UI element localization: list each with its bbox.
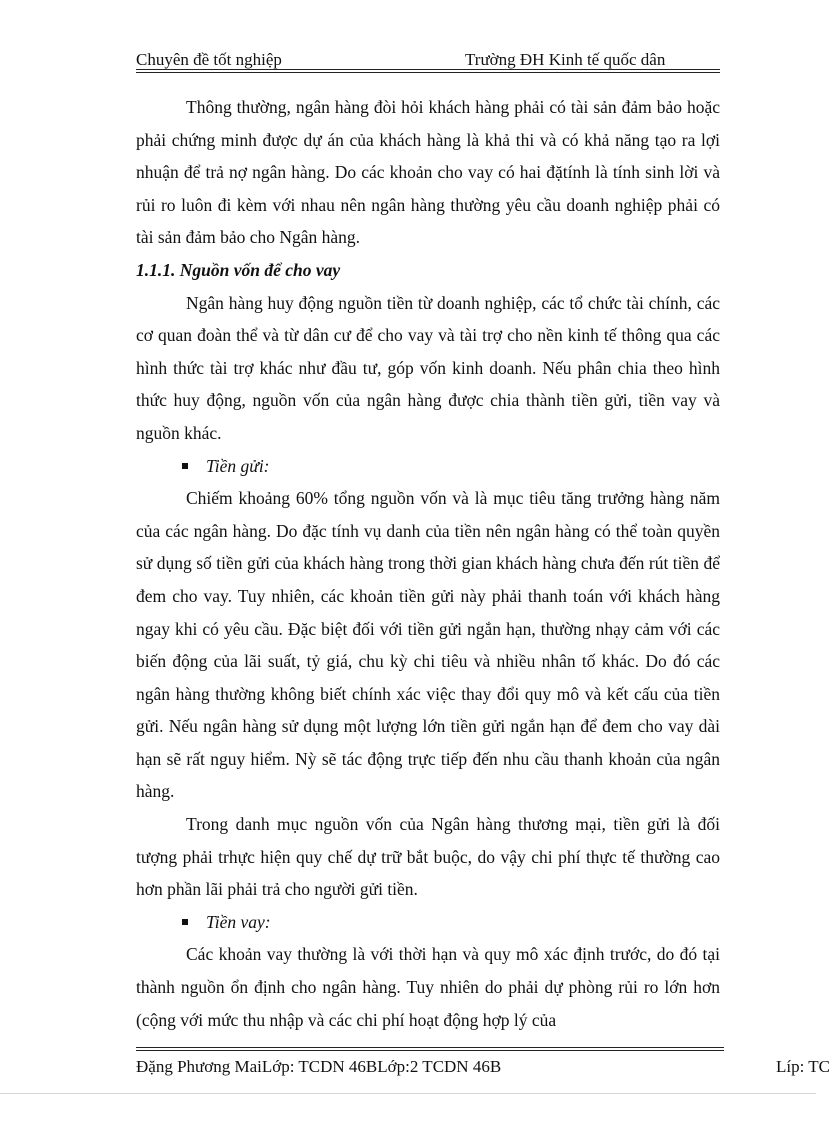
bullet-item-deposits xyxy=(136,450,720,483)
bullet-label: Tiền gửi: xyxy=(206,455,270,476)
paragraph-3: Chiếm khoảng 60% tổng nguồn vốn và là mục tiêu tăng trưởng hàng năm của các ngân hàng. Do đặc tính vụ danh của tiền nên ngân hàng có thể toàn quyền sử dụng số tiền gửi của khách hàng trong thời gian khách hàng chưa đến rút tiền để đem cho vay. Tuy nhiên, các khoản tiền gửi này phải thanh toán với khách hàng ngay khi có yêu cầu. Đặc biệt đối với tiền gửi ngắn hạn, thường nhạy cảm với các biến động của lãi suất, tỷ giá, chu kỳ chi tiêu và nhiều nhân tố khác. Do đó các ngân hàng thường không biết chính xác việc thay đổi quy mô và kết cấu của tiền gửi. Nếu ngân hàng sử dụng một lượng lớn tiền gửi ngắn hạn để đem cho vay dài hạn sẽ rất nguy hiểm. Nỳ sẽ tác động trực tiếp đến nhu cầu thanh khoản của ngân hàng. xyxy=(136,488,720,802)
paragraph-1: Thông thường, ngân hàng đòi hỏi khách hàng phải có tài sản đảm bảo hoặc phải chứng minh được dự án của khách hàng là khả thi và có khả năng tạo ra lợi nhuận để trả nợ ngân hàng. Do các khoản cho vay có hai đặtính là tính sinh lời và rủi ro luôn đi kèm với nhau nên ngân hàng thường yêu cầu doanh nghiệp phải có tài sản đảm bảo cho Ngân hàng. xyxy=(136,97,720,248)
header-divider-double xyxy=(136,72,720,73)
footer-divider-double xyxy=(136,1050,724,1051)
square-bullet-icon xyxy=(182,463,188,469)
bullet-item-loans xyxy=(136,906,720,939)
paragraph-4: Trong danh mục nguồn vốn của Ngân hàng thương mại, tiền gửi là đối tượng phải trhực hiện quy chế dự trữ bắt buộc, do vậy chi phí thực tế thường cao hơn phần lãi phải trả cho người gửi tiền. xyxy=(136,814,720,900)
square-bullet-icon xyxy=(182,919,188,925)
page-bottom-edge xyxy=(0,1093,816,1094)
footer-divider xyxy=(136,1047,724,1048)
bullet-label: Tiền vay: xyxy=(206,911,271,932)
header-left: Chuyên đề tốt nghiệp xyxy=(136,50,282,69)
paragraph-5: Các khoản vay thường là với thời hạn và quy mô xác định trước, do đó tại thành nguồn ổn định cho ngân hàng. Tuy nhiên do phải dự phòng rủi ro lớn hơn (cộng với mức thu nhập và các chi phí hoạt động hợp lý của xyxy=(136,944,720,1030)
header-divider xyxy=(136,69,720,70)
footer-right: Líp: TC xyxy=(776,1057,830,1076)
footer-left: Đặng Phương MaiLớp: TCDN 46BLớp:2 TCDN 46B xyxy=(136,1057,502,1076)
header-right: Trường ĐH Kinh tế quốc dân xyxy=(465,50,666,69)
paragraph-2: Ngân hàng huy động nguồn tiền từ doanh nghiệp, các tổ chức tài chính, các cơ quan đoàn thể và từ dân cư để cho vay và tài trợ cho nền kinh tế thông qua các hình thức tài trợ khác như đầu tư, góp vốn kinh doanh. Nếu phân chia theo hình thức huy động, nguồn vốn của ngân hàng được chia thành tiền gửi, tiền vay và nguồn khác. xyxy=(136,292,720,443)
document-body xyxy=(136,91,720,1036)
section-heading: 1.1.1. Nguồn vốn để cho vay xyxy=(136,259,341,280)
